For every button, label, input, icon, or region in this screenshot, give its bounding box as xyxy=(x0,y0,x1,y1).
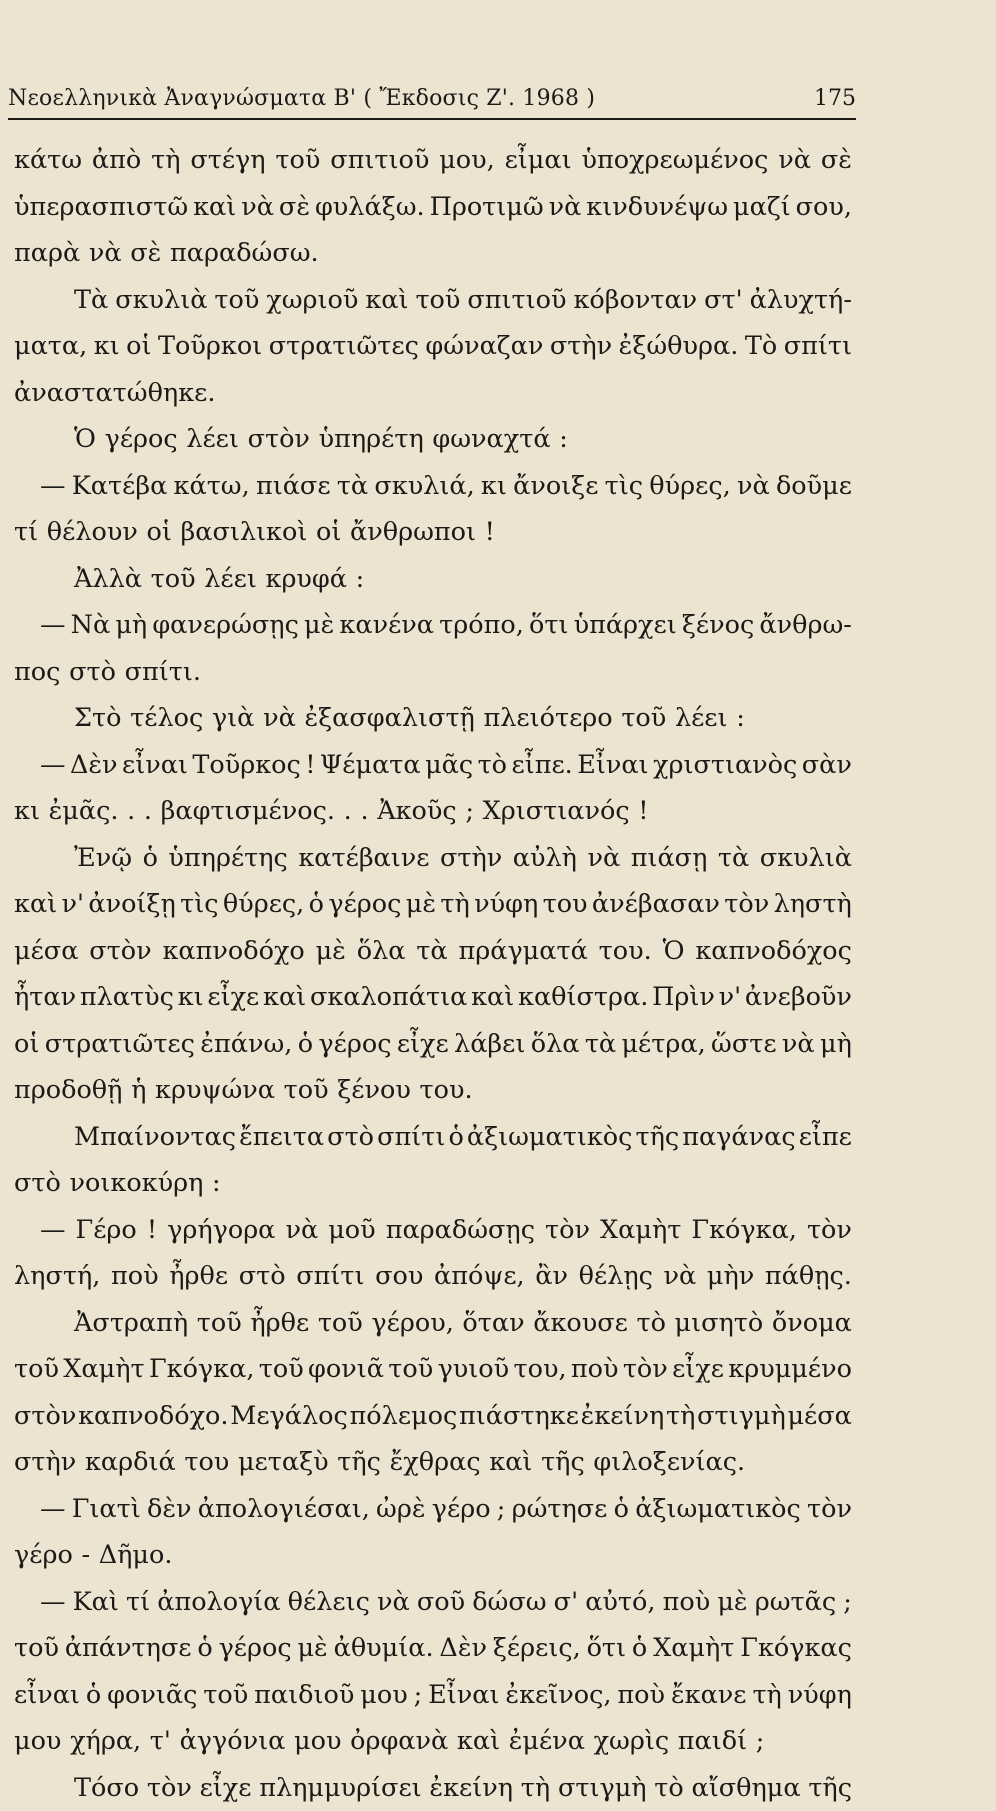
text-line: Στὸ τέλος γιὰ νὰ ἐξασφαλιστῇ πλειότερο τοῦ λέει : xyxy=(14,695,852,742)
text-line: — Κατέβα κάτω, πιάσε τὰ σκυλιά, κι ἄνοιξε τὶς θύρες, νὰ δοῦμε xyxy=(14,463,852,510)
text-line: Τὰ σκυλιὰ τοῦ χωριοῦ καὶ τοῦ σπιτιοῦ κόβονταν στ' ἀλυχτή- xyxy=(14,277,852,324)
text-line: παρὰ νὰ σὲ παραδώσω. xyxy=(14,230,852,277)
text-line: Ὁ γέρος λέει στὸν ὑπηρέτη φωναχτά : xyxy=(14,416,852,463)
text-line: — Νὰ μὴ φανερώσῃς μὲ κανένα τρόπο, ὅτι ὑπάρχει ξένος ἄνθρω- xyxy=(14,602,852,649)
text-line: — Καὶ τί ἀπολογία θέλεις νὰ σοῦ δώσω σ' αὐτό, ποὺ μὲ ρωτᾶς ; xyxy=(14,1579,852,1626)
text-line: ὑπερασπιστῶ καὶ νὰ σὲ φυλάξω. Προτιμῶ νὰ κινδυνέψω μαζί σου, xyxy=(14,184,852,231)
header-rule xyxy=(8,118,856,120)
text-line: γέρο - Δῆμο. xyxy=(14,1532,852,1579)
text-line: καὶ ν' ἀνοίξῃ τὶς θύρες, ὁ γέρος μὲ τὴ νύφη του ἀνέβασαν τὸν ληστὴ xyxy=(14,881,852,928)
text-line: ληστή, ποὺ ἦρθε στὸ σπίτι σου ἀπόψε, ἂν θέλῃς νὰ μὴν πάθῃς. xyxy=(14,1253,852,1300)
text-line: ἀναστατώθηκε. xyxy=(14,370,852,417)
page-number: 175 xyxy=(814,86,856,111)
text-line: Τόσο τὸν εἶχε πλημμυρίσει ἐκείνη τὴ στιγμὴ τὸ αἴσθημα τῆς xyxy=(14,1765,852,1811)
text-line: — Γέρο ! γρήγορα νὰ μοῦ παραδώσῃς τὸν Χαμὴτ Γκόγκα, τὸν xyxy=(14,1207,852,1254)
text-line: κάτω ἀπὸ τὴ στέγη τοῦ σπιτιοῦ μου, εἶμαι ὑποχρεωμένος νὰ σὲ xyxy=(14,137,852,184)
text-line: Ἀστραπὴ τοῦ ἦρθε τοῦ γέρου, ὅταν ἄκουσε τὸ μισητὸ ὄνομα xyxy=(14,1300,852,1347)
text-line: στὸν καπνοδόχο. Μεγάλος πόλεμος πιάστηκε ἐκείνη τὴ στιγμὴ μέσα xyxy=(14,1393,852,1440)
text-line: στὸ νοικοκύρη : xyxy=(14,1160,852,1207)
text-line: τί θέλουν οἱ βασιλικοὶ οἱ ἄνθρωποι ! xyxy=(14,509,852,556)
running-head xyxy=(8,80,856,124)
text-line: κι ἐμᾶς. . . βαφτισμένος. . . Ἀκοῦς ; Χριστιανός ! xyxy=(14,788,852,835)
text-line: Μπαίνοντας ἔπειτα στὸ σπίτι ὁ ἀξιωματικὸς τῆς παγάνας εἶπε xyxy=(14,1114,852,1161)
body-text xyxy=(14,137,852,1811)
text-line: μέσα στὸν καπνοδόχο μὲ ὅλα τὰ πράγματά του. Ὁ καπνοδόχος xyxy=(14,928,852,975)
text-line: στὴν καρδιά του μεταξὺ τῆς ἔχθρας καὶ τῆς φιλοξενίας. xyxy=(14,1439,852,1486)
text-line: Ἐνῷ ὁ ὑπηρέτης κατέβαινε στὴν αὐλὴ νὰ πιάσῃ τὰ σκυλιὰ xyxy=(14,835,852,882)
text-line: — Γιατὶ δὲν ἀπολογιέσαι, ὠρὲ γέρο ; ρώτησε ὁ ἀξιωματικὸς τὸν xyxy=(14,1486,852,1533)
text-line: ματα, κι οἱ Τοῦρκοι στρατιῶτες φώναζαν στὴν ἐξώθυρα. Τὸ σπίτι xyxy=(14,323,852,370)
text-line: ἦταν πλατὺς κι εἶχε καὶ σκαλοπάτια καὶ καθίστρα. Πρὶν ν' ἀνεβοῦν xyxy=(14,974,852,1021)
text-line: προδοθῇ ἡ κρυψώνα τοῦ ξένου του. xyxy=(14,1067,852,1114)
text-line: τοῦ ἀπάντησε ὁ γέρος μὲ ἀθυμία. Δὲν ξέρεις, ὅτι ὁ Χαμὴτ Γκόγκας xyxy=(14,1625,852,1672)
text-line: Ἀλλὰ τοῦ λέει κρυφά : xyxy=(14,556,852,603)
text-line: εἶναι ὁ φονιᾶς τοῦ παιδιοῦ μου ; Εἶναι ἐκεῖνος, ποὺ ἔκανε τὴ νύφη xyxy=(14,1672,852,1719)
text-line: πος στὸ σπίτι. xyxy=(14,649,852,696)
text-line: μου χήρα, τ' ἀγγόνια μου ὀρφανὰ καὶ ἐμένα χωρὶς παιδί ; xyxy=(14,1718,852,1765)
running-head-title: Νεοελληνικὰ Ἀναγνώσματα Β' ( Ἔκδοσις Ζ'. 1968 ) xyxy=(8,86,595,111)
text-line: — Δὲν εἶναι Τοῦρκος ! Ψέματα μᾶς τὸ εἶπε. Εἶναι χριστιανὸς σὰν xyxy=(14,742,852,789)
text-line: τοῦ Χαμὴτ Γκόγκα, τοῦ φονιᾶ τοῦ γυιοῦ του, ποὺ τὸν εἶχε κρυμμένο xyxy=(14,1346,852,1393)
text-line: οἱ στρατιῶτες ἐπάνω, ὁ γέρος εἶχε λάβει ὅλα τὰ μέτρα, ὥστε νὰ μὴ xyxy=(14,1021,852,1068)
